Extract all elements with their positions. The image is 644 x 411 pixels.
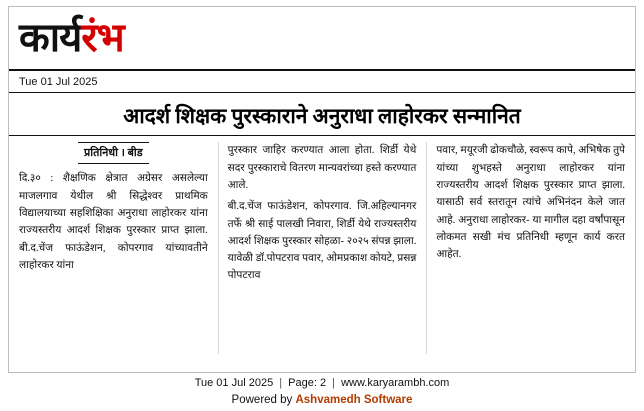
issue-date: Tue 01 Jul 2025 (19, 75, 98, 88)
paragraph: दि.३० : शैक्षणिक क्षेत्रात अग्रेसर असलेल्या माजलगाव येथील श्री सिद्धेश्वर प्राथमिक विद्यालयाच्या सहशिक्षिका अनुराधा लाहोरकर यांना राज्यस्तरीय आदर्श शिक्षक पुरस्कार प्राप्त झाला. बी.द.चेंज फाऊंडेशन, कोपरगाव यांच्यावतीने लाहोरकर यांना (19, 173, 208, 271)
footer-meta (0, 373, 644, 389)
paragraph: बी.द.चेंज फाऊंडेशन, कोपरगाव. जि.अहिल्यानगर तर्फे श्री साई पालखी निवारा, शिर्डी येथे राज्यस्तरीय आदर्श शिक्षक पुरस्कार सोहळा- २०२५ संपन्न झाला. यावेळी डॉ.पोपटराव पवार, ओमप्रकाश कोयटे, प्रसन्न पोपटराव (227, 201, 417, 282)
newspaper-sheet (8, 6, 636, 373)
logo-text-accent: रंभ (81, 15, 124, 60)
byline (19, 142, 208, 166)
footer-credit (0, 389, 644, 406)
footer-page-number: Page: 2 (288, 377, 327, 389)
article-headline: आदर्श शिक्षक पुरस्काराने अनुराधा लाहोरकर सन्मानित (123, 104, 521, 128)
footer-separator-2: | (332, 377, 336, 389)
article-column-3 (426, 142, 625, 354)
paragraph: पवार, मयूरजी ढोकचौळे, स्वरूप कापे, अभिषेक तुपे यांच्या शुभहस्ते अनुराधा लाहोरकर यांना राज्यस्तरीय आदर्श शिक्षक पुरस्कार प्राप्त झाला. यासाठी सर्व स्तरातून त्यांचे अभिनंदन केले जात आहे. अनुराधा लाहोरकर- या मागील दहा वर्षांपासून लोकमत सखी मंच प्रतिनिधी म्हणून कार्य करत आहेत. (436, 145, 626, 261)
article-column-2 (218, 142, 417, 354)
article-body (9, 136, 635, 358)
article-column-1 (19, 142, 208, 354)
paragraph: पुरस्कार जाहिर करण्यात आला होता. शिर्डी येथे सदर पुरस्काराचे वितरण मान्यवरांच्या हस्ते करण्यात आले. (227, 145, 417, 191)
logo-text-primary: कार्य (19, 15, 82, 60)
issue-date-bar (9, 71, 635, 93)
publication-logo (19, 15, 124, 60)
footer-date: Tue 01 Jul 2025 (194, 377, 274, 389)
footer-website[interactable]: www.karyarambh.com (341, 377, 450, 389)
footer-separator-1: | (279, 377, 283, 389)
powered-by-label: Powered by (231, 394, 296, 406)
headline-container (9, 93, 635, 136)
byline-label: प्रतिनिधी । बीड (78, 142, 149, 164)
software-vendor-name: Ashvamedh Software (295, 394, 413, 406)
masthead (9, 7, 635, 71)
footer (0, 373, 644, 406)
